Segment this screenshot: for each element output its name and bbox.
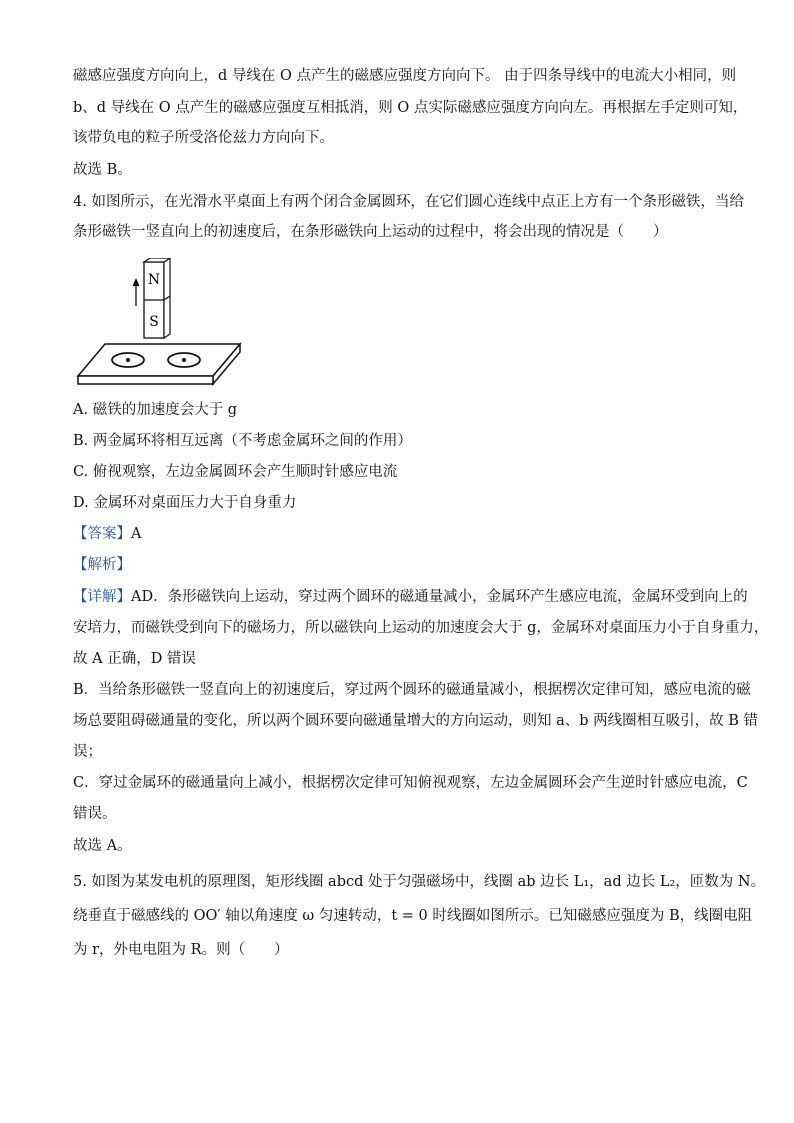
analysis-label: 【解析】 (73, 557, 131, 573)
q5-line-2: 绕垂直于磁感线的 OO′ 轴以角速度 ω 匀速转动，t = 0 时线圈如图所示。已知磁感应强度为 B，线圈电阻 (73, 908, 753, 924)
intro-line-3: 该带负电的粒子所受洛伦兹力方向向下。 (73, 130, 334, 146)
intro-line-2: b、d 导线在 O 点产生的磁感应强度互相抵消，则 O 点实际磁感应强度方向向左。再根据左手定则可知， (73, 100, 748, 116)
answer-label: 【答案】 (73, 526, 131, 542)
q4-stem-line-2: 条形磁铁一竖直向上的初速度后，在条形磁铁向上运动的过程中，将会出现的情况是（ ） (73, 224, 668, 240)
table-top (78, 344, 240, 376)
south-pole-label: S (149, 314, 159, 330)
detail-line-9: 故选 A。 (73, 838, 132, 854)
detail-line-6: 误； (73, 744, 102, 760)
option-b: B. 两金属环将相互远离（不考虑金属环之间的作用） (73, 433, 412, 449)
option-a: A. 磁铁的加速度会大于 g (73, 402, 238, 418)
intro-line-1: 磁感应强度方向向上，d 导线在 O 点产生的磁感应强度方向向下。 由于四条导线中的电流大小相同，则 (73, 68, 737, 84)
detail-line-2: 安培力，而磁铁受到向下的磁场力，所以磁铁向上运动的加速度会大于 g，金属环对桌面压力小于自身重力， (73, 620, 769, 636)
table-edge (78, 376, 213, 384)
detail-line-1 (73, 587, 748, 607)
detail-label: 【详解】 (73, 589, 131, 605)
detail-text-1: AD．条形磁铁向上运动，穿过两个圆环的磁通量减小，金属环产生感应电流，金属环受到向上的 (131, 589, 748, 605)
q4-stem-line-1: 4. 如图所示，在光滑水平桌面上有两个闭合金属圆环，在它们圆心连线中点正上方有一个条形磁铁，当给 (73, 194, 744, 210)
north-pole-label: N (147, 272, 161, 288)
option-c: C. 俯视观察，左边金属圆环会产生顺时针感应电流 (73, 464, 398, 480)
magnet-figure (70, 258, 250, 388)
option-d: D. 金属环对桌面压力大于自身重力 (73, 495, 297, 511)
q5-line-1: 5. 如图为某发电机的原理图，矩形线圈 abcd 处于匀强磁场中，线圈 ab 边长 L₁，ad 边长 L₂，匝数为 N。 (73, 874, 766, 890)
answer-value: A (131, 526, 142, 542)
q5-line-3: 为 r，外电电阻为 R。则（ ） (73, 942, 289, 958)
detail-line-3: 故 A 正确，D 错误 (73, 651, 196, 667)
detail-line-7: C．穿过金属环的磁通量向上减小，根据楞次定律可知俯视观察，左边金属圆环会产生逆时针感应电流，C (73, 775, 748, 791)
intro-line-4: 故选 B。 (73, 162, 132, 178)
detail-line-5: 场总要阻碍磁通量的变化，所以两个圆环要向磁通量增大的方向运动，则知 a、b 两线圈相互吸引，故 B 错 (73, 713, 759, 729)
answer-row (73, 524, 141, 544)
detail-line-8: 错误。 (73, 806, 117, 822)
detail-line-4: B．当给条形磁铁一竖直向上的初速度后，穿过两个圆环的磁通量减小，根据楞次定律可知，感应电流的磁 (73, 682, 751, 698)
